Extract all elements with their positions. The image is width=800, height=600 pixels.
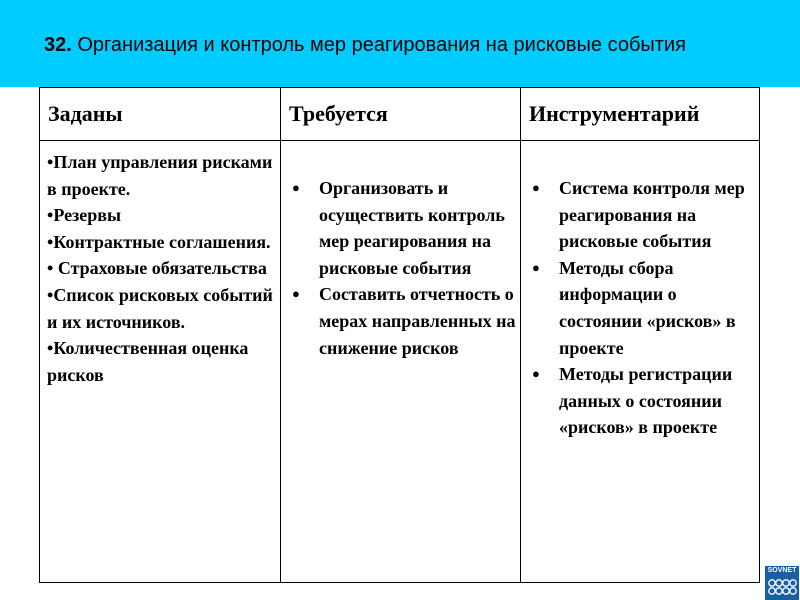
slide-number: 32. <box>44 34 72 56</box>
required-cell <box>281 141 521 583</box>
header-tools: Инструментарий <box>521 88 760 141</box>
logo-text: SOVNET <box>767 567 797 574</box>
logo-rings-icon <box>767 577 797 597</box>
table-body-row <box>40 141 760 583</box>
tools-item-text: Система контроля мер реагирования на рисковые события <box>559 178 745 252</box>
given-item: • Количественная оценка рисков <box>47 335 276 388</box>
sovnet-logo <box>765 566 799 600</box>
given-item: • Резервы <box>47 202 276 229</box>
given-item: • План управления рисками в проекте. <box>47 149 276 202</box>
slide-title-text: Организация и контроль мер реагирования на рисковые события <box>71 34 686 56</box>
tools-item-text: Методы сбора информации о состоянии «рисков» в проекте <box>559 257 736 358</box>
tools-list <box>521 175 755 441</box>
bullet-icon: ● <box>532 259 540 275</box>
slide-title <box>44 34 686 57</box>
given-item: • Страховые обязательства <box>47 255 276 282</box>
comparison-table <box>39 87 760 583</box>
tools-item-text: Методы регистрации данных о состоянии «рисков» в проекте <box>559 364 733 438</box>
required-item-text: Составить отчетность о мерах направленных на снижение рисков <box>319 284 516 358</box>
required-list <box>281 175 516 361</box>
tools-item <box>521 255 755 361</box>
table-header-row <box>40 88 760 141</box>
required-item-text: Организовать и осуществить контроль мер реагирования на рисковые события <box>319 178 505 278</box>
tools-cell <box>521 141 760 583</box>
required-item <box>281 175 516 281</box>
given-cell <box>40 141 281 583</box>
header-required: Требуется <box>281 88 521 141</box>
bullet-icon: ● <box>532 180 540 195</box>
bullet-icon: ● <box>532 366 540 382</box>
given-item: • Список рисковых событий и их источников. <box>47 282 276 335</box>
required-item <box>281 281 516 361</box>
bullet-icon: ● <box>292 286 300 302</box>
tools-item <box>521 175 755 255</box>
tools-item <box>521 361 755 441</box>
bullet-icon: ● <box>292 180 300 195</box>
given-item: • Контрактные соглашения. <box>47 229 276 256</box>
header-given: Заданы <box>40 88 281 141</box>
